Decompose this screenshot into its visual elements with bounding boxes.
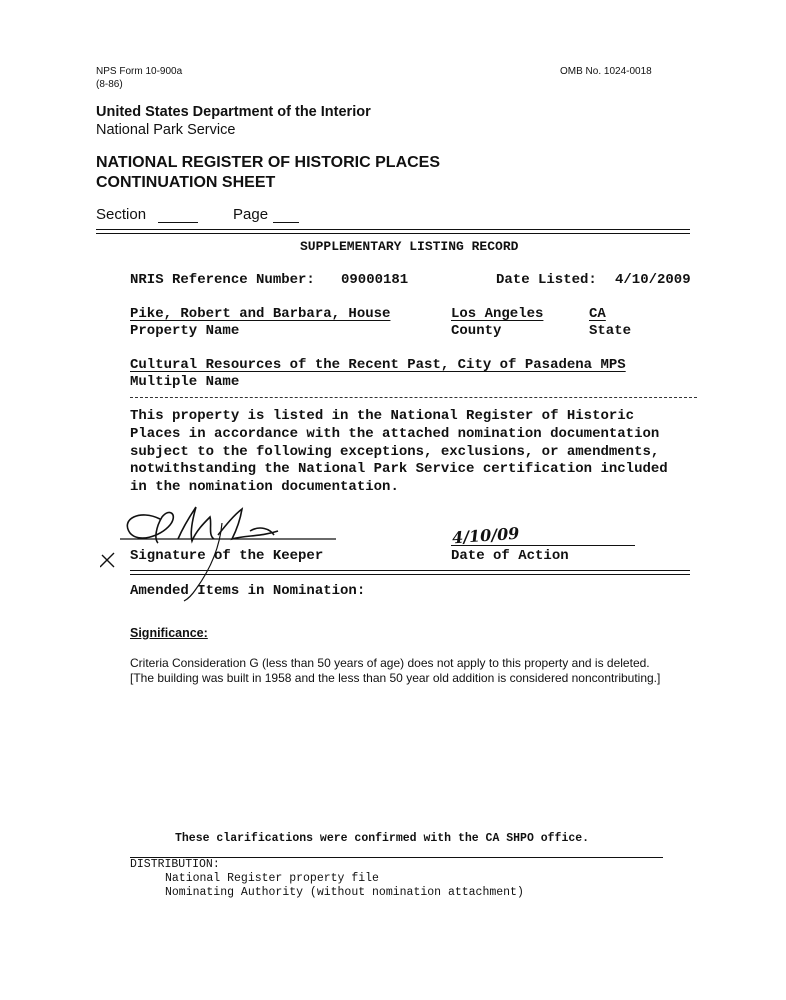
statement-line: subject to the following exceptions, exclusions, or amendments, <box>130 444 660 460</box>
clarification-note: These clarifications were confirmed with the CA SHPO office. <box>175 832 590 845</box>
statement-divider <box>130 397 697 398</box>
page-label: Page <box>233 206 269 223</box>
nris-number: 09000181 <box>341 272 409 288</box>
statement-line: in the nomination documentation. <box>130 479 399 495</box>
significance-line: [The building was built in 1958 and the less than 50 year old addition is considered noncontributing.] <box>130 671 661 685</box>
form-number: NPS Form 10-900a <box>96 66 183 77</box>
record-heading: SUPPLEMENTARY LISTING RECORD <box>300 239 519 254</box>
form-subtitle: CONTINUATION SHEET <box>96 174 276 191</box>
department-name: United States Department of the Interior <box>96 104 371 120</box>
section-blank <box>158 222 198 223</box>
property-name-label: Property Name <box>130 323 240 339</box>
date-listed: 4/10/2009 <box>615 272 691 288</box>
date-of-action-handwritten: 4/10/09 <box>451 523 520 548</box>
page-blank <box>273 222 299 223</box>
omb-number: OMB No. 1024-0018 <box>560 66 652 77</box>
multiple-name: Cultural Resources of the Recent Past, City of Pasadena MPS <box>130 357 626 373</box>
statement-line: This property is listed in the National Register of Historic <box>130 408 635 424</box>
form-title: NATIONAL REGISTER OF HISTORIC PLACES <box>96 154 441 171</box>
distribution-item: Nominating Authority (without nomination attachment) <box>165 886 524 899</box>
statement-line: notwithstanding the National Park Service certification included <box>130 461 668 477</box>
header-divider <box>96 229 690 234</box>
property-name: Pike, Robert and Barbara, House <box>130 306 391 322</box>
section-label: Section <box>96 206 147 223</box>
form-revision: (8-86) <box>96 79 123 90</box>
amended-divider <box>130 570 690 575</box>
signature-label: Signature of the Keeper <box>130 548 324 564</box>
state-label: State <box>589 323 632 339</box>
date-of-action-label: Date of Action <box>451 548 569 564</box>
county: Los Angeles <box>451 306 544 322</box>
statement-line: Places in accordance with the attached nomination documentation <box>130 426 660 442</box>
date-of-action-line <box>451 545 635 546</box>
significance-heading: Significance: <box>130 626 208 640</box>
date-listed-label: Date Listed: <box>496 272 597 288</box>
distribution-item: National Register property file <box>165 872 379 885</box>
state: CA <box>589 306 606 322</box>
multiple-name-label: Multiple Name <box>130 374 240 390</box>
agency-name: National Park Service <box>96 122 236 138</box>
distribution-label: DISTRIBUTION: <box>130 858 220 871</box>
significance-line: Criteria Consideration G (less than 50 years of age) does not apply to this property and is deleted. <box>130 656 650 670</box>
nris-label: NRIS Reference Number: <box>130 272 315 288</box>
county-label: County <box>451 323 502 339</box>
amended-items-label: Amended Items in Nomination: <box>130 583 366 599</box>
